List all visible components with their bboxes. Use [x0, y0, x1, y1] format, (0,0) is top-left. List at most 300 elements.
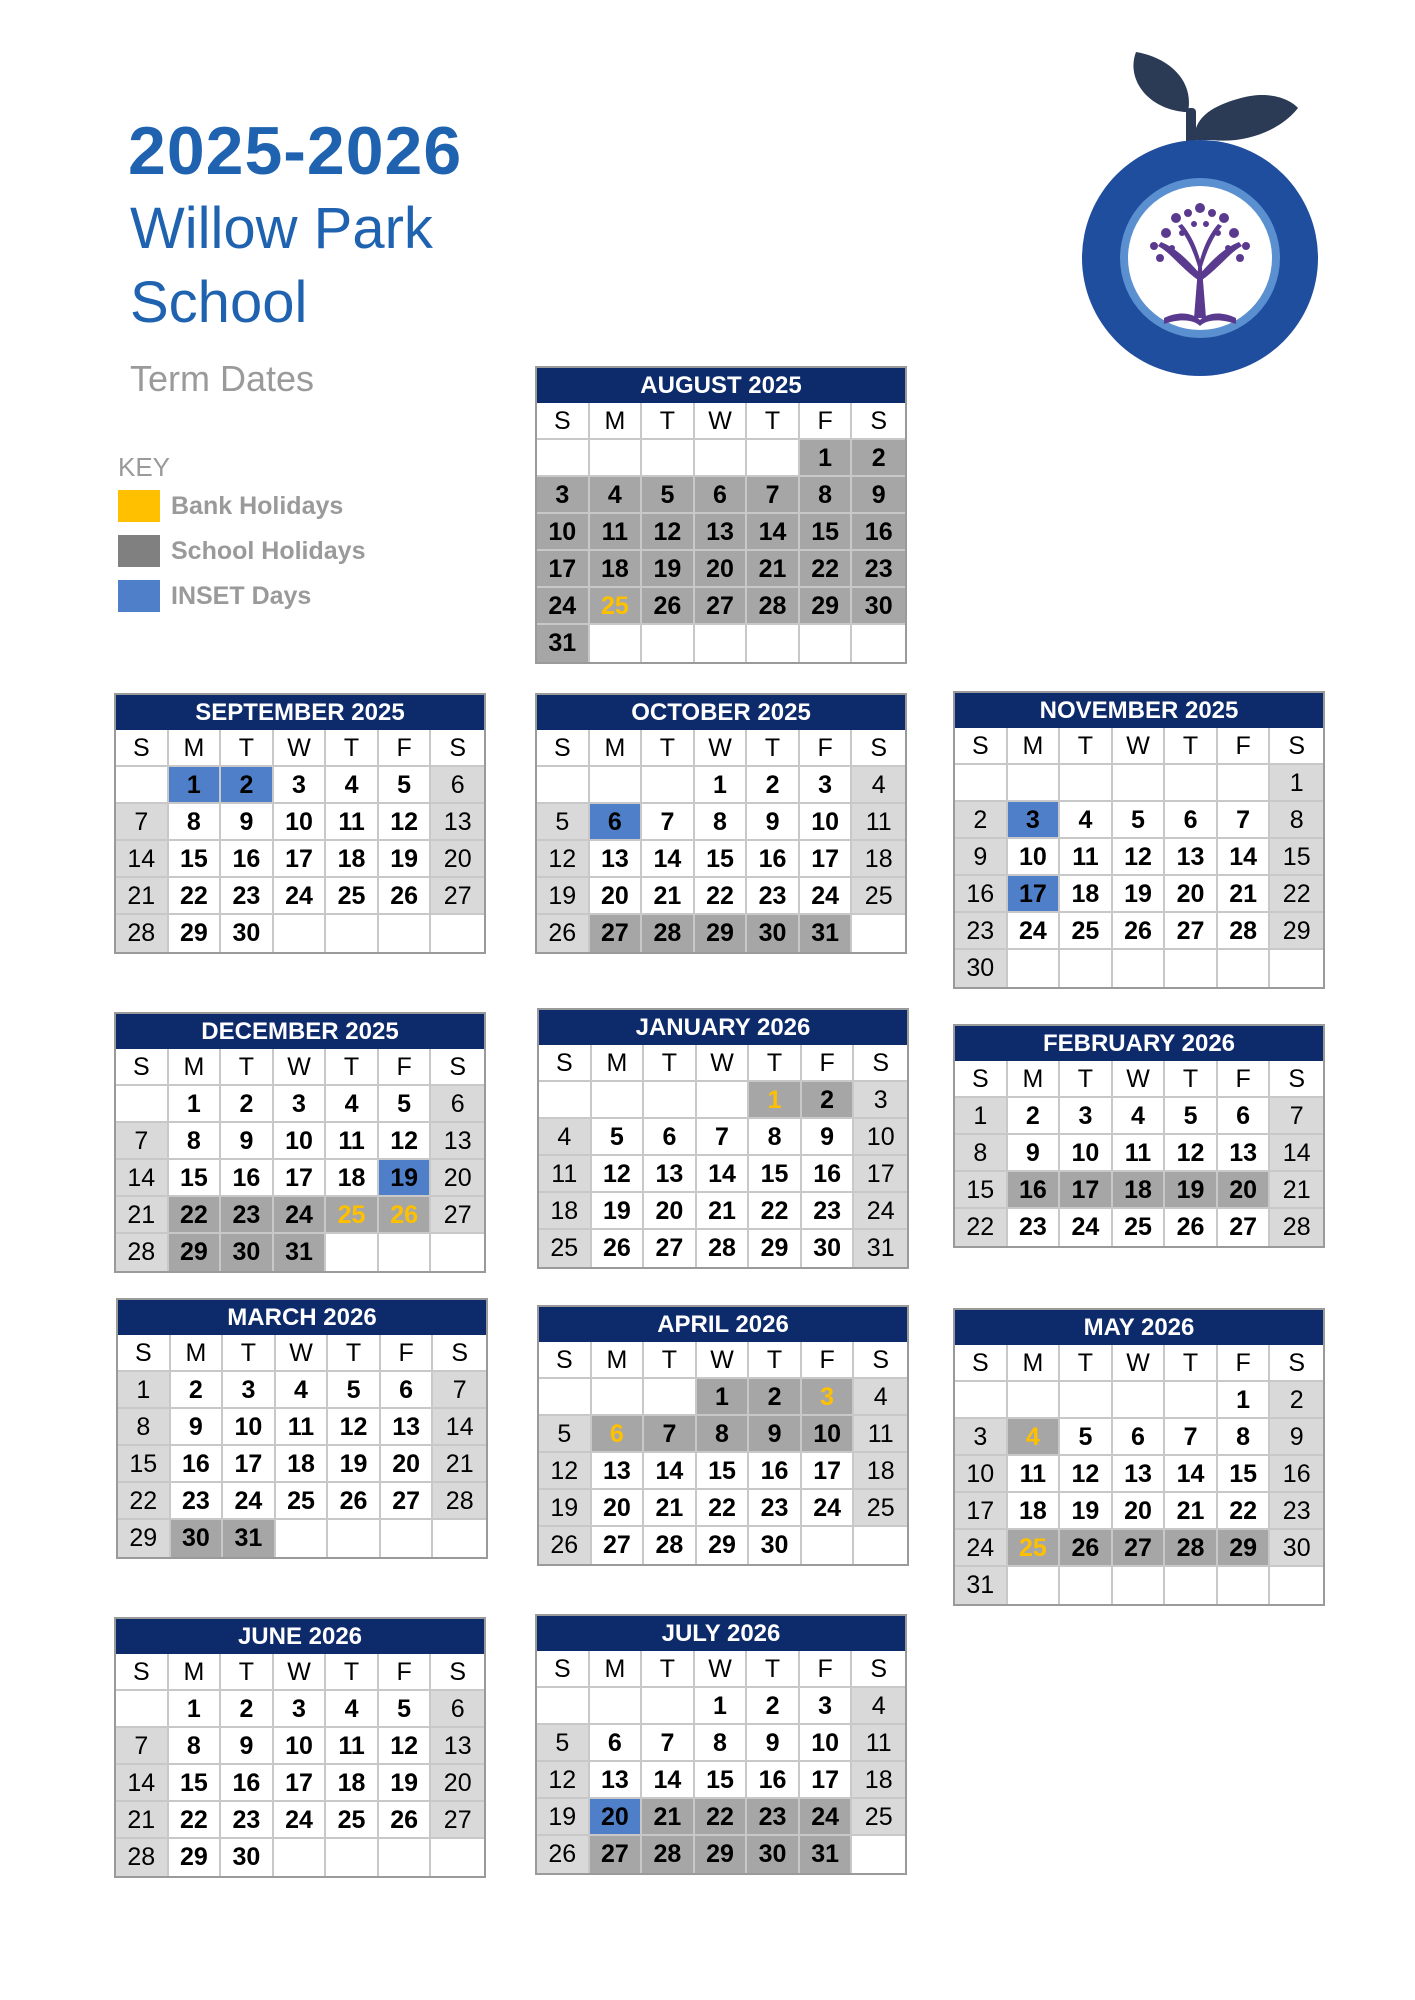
school-name: Willow Park School	[130, 196, 433, 335]
day-cell: 27	[1113, 1530, 1166, 1567]
day-cell: 1	[118, 1372, 171, 1409]
day-cell: 9	[1008, 1135, 1061, 1172]
day-cell: 1	[169, 1086, 222, 1123]
day-cell: 11	[590, 514, 643, 551]
day-cell: 31	[800, 1836, 853, 1873]
month-0	[535, 366, 907, 664]
day-cell: 14	[116, 841, 169, 878]
day-cell: 14	[747, 514, 800, 551]
day-cell: 25	[326, 878, 379, 915]
day-cell: 17	[274, 841, 327, 878]
day-cell: 19	[379, 1765, 432, 1802]
day-cell: 12	[1060, 1456, 1113, 1493]
key-label: Bank Holidays	[171, 492, 344, 520]
month-grid	[537, 403, 905, 662]
day-cell: 7	[116, 1728, 169, 1765]
weekday-header: F	[802, 1342, 855, 1379]
day-cell: 12	[379, 804, 432, 841]
empty-cell	[802, 1527, 855, 1564]
weekday-header: S	[116, 1049, 169, 1086]
day-cell: 31	[537, 625, 590, 662]
empty-cell	[697, 1082, 750, 1119]
day-cell: 13	[644, 1156, 697, 1193]
day-cell: 27	[431, 878, 484, 915]
empty-cell	[1270, 1567, 1323, 1604]
month-grid	[537, 1651, 905, 1873]
weekday-header: W	[274, 730, 327, 767]
day-cell: 9	[221, 1728, 274, 1765]
empty-cell	[642, 440, 695, 477]
day-cell: 14	[642, 841, 695, 878]
weekday-header: M	[592, 1342, 645, 1379]
empty-cell	[590, 1688, 643, 1725]
day-cell: 8	[697, 1416, 750, 1453]
weekday-header: F	[1218, 1061, 1271, 1098]
day-cell: 10	[800, 1725, 853, 1762]
empty-cell	[854, 1527, 907, 1564]
day-cell: 24	[854, 1193, 907, 1230]
day-cell: 22	[695, 1799, 748, 1836]
empty-cell	[1165, 950, 1218, 987]
day-cell: 10	[1060, 1135, 1113, 1172]
key-label: School Holidays	[171, 537, 366, 565]
day-cell: 4	[852, 767, 905, 804]
day-cell: 8	[169, 804, 222, 841]
day-cell: 29	[118, 1520, 171, 1557]
day-cell: 16	[852, 514, 905, 551]
day-cell: 30	[749, 1527, 802, 1564]
day-cell: 31	[274, 1234, 327, 1271]
day-cell: 10	[223, 1409, 276, 1446]
day-cell: 21	[697, 1193, 750, 1230]
day-cell: 5	[379, 767, 432, 804]
day-cell: 24	[537, 588, 590, 625]
day-cell: 19	[1113, 876, 1166, 913]
empty-cell	[955, 765, 1008, 802]
day-cell: 13	[381, 1409, 434, 1446]
key-title: KEY	[118, 452, 171, 482]
day-cell: 29	[800, 588, 853, 625]
weekday-header: S	[854, 1342, 907, 1379]
day-cell: 14	[642, 1762, 695, 1799]
day-cell: 30	[171, 1520, 224, 1557]
day-cell: 6	[592, 1416, 645, 1453]
day-cell: 26	[592, 1230, 645, 1267]
day-cell: 3	[223, 1372, 276, 1409]
day-cell: 26	[537, 1836, 590, 1873]
day-cell: 20	[592, 1490, 645, 1527]
weekday-header: T	[1060, 1345, 1113, 1382]
month-7	[116, 1298, 488, 1559]
day-cell: 22	[169, 1802, 222, 1839]
weekday-header: S	[539, 1045, 592, 1082]
day-cell: 4	[1060, 802, 1113, 839]
day-cell: 19	[592, 1193, 645, 1230]
weekday-header: T	[747, 1651, 800, 1688]
day-cell: 25	[326, 1802, 379, 1839]
day-cell: 24	[1008, 913, 1061, 950]
day-cell: 3	[274, 767, 327, 804]
day-cell: 16	[1270, 1456, 1323, 1493]
day-cell: 23	[749, 1490, 802, 1527]
day-cell: 22	[169, 1197, 222, 1234]
weekday-header: S	[431, 730, 484, 767]
day-cell: 8	[1270, 802, 1323, 839]
month-grid	[118, 1335, 486, 1557]
day-cell: 1	[955, 1098, 1008, 1135]
day-cell: 2	[749, 1379, 802, 1416]
month-grid	[955, 728, 1323, 987]
month-3	[953, 691, 1325, 989]
weekday-header: M	[590, 1651, 643, 1688]
month-header: MARCH 2026	[118, 1300, 486, 1335]
weekday-header: F	[800, 403, 853, 440]
day-cell: 2	[1270, 1382, 1323, 1419]
day-cell: 24	[223, 1483, 276, 1520]
empty-cell	[1008, 950, 1061, 987]
day-cell: 8	[169, 1123, 222, 1160]
weekday-header: T	[642, 403, 695, 440]
month-grid	[116, 1049, 484, 1271]
day-cell: 1	[169, 767, 222, 804]
day-cell: 15	[955, 1172, 1008, 1209]
weekday-header: F	[800, 730, 853, 767]
day-cell: 24	[955, 1530, 1008, 1567]
day-cell: 19	[537, 1799, 590, 1836]
empty-cell	[328, 1520, 381, 1557]
day-cell: 17	[1008, 876, 1061, 913]
weekday-header: F	[1218, 728, 1271, 765]
empty-cell	[1218, 765, 1271, 802]
day-cell: 11	[539, 1156, 592, 1193]
weekday-header: T	[644, 1045, 697, 1082]
day-cell: 26	[1165, 1209, 1218, 1246]
day-cell: 6	[431, 767, 484, 804]
weekday-header: S	[539, 1342, 592, 1379]
day-cell: 9	[955, 839, 1008, 876]
month-grid	[539, 1045, 907, 1267]
day-cell: 1	[1270, 765, 1323, 802]
day-cell: 18	[1008, 1493, 1061, 1530]
day-cell: 4	[1113, 1098, 1166, 1135]
day-cell: 21	[116, 1197, 169, 1234]
empty-cell	[379, 1234, 432, 1271]
day-cell: 21	[433, 1446, 486, 1483]
day-cell: 11	[326, 1728, 379, 1765]
month-6	[953, 1024, 1325, 1248]
day-cell: 30	[221, 1839, 274, 1876]
month-grid	[539, 1342, 907, 1564]
day-cell: 28	[116, 1839, 169, 1876]
day-cell: 12	[1113, 839, 1166, 876]
day-cell: 3	[800, 767, 853, 804]
day-cell: 20	[431, 1160, 484, 1197]
day-cell: 22	[697, 1490, 750, 1527]
day-cell: 4	[539, 1119, 592, 1156]
day-cell: 12	[642, 514, 695, 551]
weekday-header: T	[326, 1654, 379, 1691]
day-cell: 21	[116, 878, 169, 915]
day-cell: 5	[592, 1119, 645, 1156]
day-cell: 15	[695, 841, 748, 878]
day-cell: 27	[1165, 913, 1218, 950]
weekday-header: M	[169, 730, 222, 767]
day-cell: 7	[1218, 802, 1271, 839]
day-cell: 5	[379, 1086, 432, 1123]
weekday-header: M	[171, 1335, 224, 1372]
day-cell: 30	[221, 1234, 274, 1271]
day-cell: 14	[116, 1160, 169, 1197]
weekday-header: S	[537, 730, 590, 767]
empty-cell	[590, 767, 643, 804]
day-cell: 11	[326, 804, 379, 841]
day-cell: 7	[116, 1123, 169, 1160]
day-cell: 6	[431, 1086, 484, 1123]
day-cell: 7	[1270, 1098, 1323, 1135]
day-cell: 19	[328, 1446, 381, 1483]
day-cell: 3	[274, 1691, 327, 1728]
day-cell: 26	[379, 1197, 432, 1234]
day-cell: 10	[537, 514, 590, 551]
empty-cell	[852, 1836, 905, 1873]
empty-cell	[326, 915, 379, 952]
day-cell: 20	[431, 1765, 484, 1802]
day-cell: 9	[747, 1725, 800, 1762]
day-cell: 6	[644, 1119, 697, 1156]
day-cell: 18	[326, 1765, 379, 1802]
day-cell: 26	[642, 588, 695, 625]
day-cell: 3	[800, 1688, 853, 1725]
day-cell: 28	[433, 1483, 486, 1520]
day-cell: 3	[1060, 1098, 1113, 1135]
day-cell: 26	[537, 915, 590, 952]
day-cell: 1	[169, 1691, 222, 1728]
day-cell: 23	[1270, 1493, 1323, 1530]
day-cell: 8	[749, 1119, 802, 1156]
empty-cell	[592, 1082, 645, 1119]
weekday-header: M	[169, 1654, 222, 1691]
day-cell: 18	[539, 1193, 592, 1230]
empty-cell	[381, 1520, 434, 1557]
day-cell: 9	[171, 1409, 224, 1446]
month-4	[114, 1012, 486, 1273]
day-cell: 23	[955, 913, 1008, 950]
day-cell: 1	[695, 767, 748, 804]
day-cell: 8	[118, 1409, 171, 1446]
empty-cell	[642, 1688, 695, 1725]
day-cell: 8	[1218, 1419, 1271, 1456]
weekday-header: T	[221, 730, 274, 767]
day-cell: 16	[747, 841, 800, 878]
day-cell: 25	[852, 1799, 905, 1836]
day-cell: 13	[590, 1762, 643, 1799]
day-cell: 22	[118, 1483, 171, 1520]
day-cell: 24	[800, 878, 853, 915]
day-cell: 11	[854, 1416, 907, 1453]
day-cell: 1	[1218, 1382, 1271, 1419]
day-cell: 27	[431, 1802, 484, 1839]
day-cell: 17	[955, 1493, 1008, 1530]
empty-cell	[1165, 765, 1218, 802]
empty-cell	[116, 1086, 169, 1123]
day-cell: 19	[379, 1160, 432, 1197]
day-cell: 16	[221, 841, 274, 878]
day-cell: 29	[169, 1839, 222, 1876]
day-cell: 23	[171, 1483, 224, 1520]
day-cell: 14	[1270, 1135, 1323, 1172]
day-cell: 16	[747, 1762, 800, 1799]
day-cell: 20	[431, 841, 484, 878]
day-cell: 18	[1060, 876, 1113, 913]
weekday-header: S	[1270, 1345, 1323, 1382]
empty-cell	[1113, 765, 1166, 802]
day-cell: 28	[1270, 1209, 1323, 1246]
empty-cell	[379, 915, 432, 952]
day-cell: 24	[1060, 1209, 1113, 1246]
day-cell: 21	[1165, 1493, 1218, 1530]
empty-cell	[955, 1382, 1008, 1419]
day-cell: 28	[642, 915, 695, 952]
empty-cell	[695, 440, 748, 477]
day-cell: 27	[431, 1197, 484, 1234]
day-cell: 6	[431, 1691, 484, 1728]
empty-cell	[852, 625, 905, 662]
day-cell: 25	[1113, 1209, 1166, 1246]
day-cell: 13	[590, 841, 643, 878]
empty-cell	[274, 1839, 327, 1876]
day-cell: 9	[749, 1416, 802, 1453]
month-header: JULY 2026	[537, 1616, 905, 1651]
weekday-header: W	[695, 730, 748, 767]
day-cell: 13	[1113, 1456, 1166, 1493]
weekday-header: T	[747, 403, 800, 440]
empty-cell	[1060, 1382, 1113, 1419]
day-cell: 6	[1165, 802, 1218, 839]
empty-cell	[852, 915, 905, 952]
day-cell: 22	[749, 1193, 802, 1230]
day-cell: 6	[381, 1372, 434, 1409]
empty-cell	[537, 1688, 590, 1725]
day-cell: 13	[431, 1728, 484, 1765]
day-cell: 2	[955, 802, 1008, 839]
weekday-header: T	[1165, 1345, 1218, 1382]
weekday-header: S	[1270, 1061, 1323, 1098]
day-cell: 30	[747, 1836, 800, 1873]
day-cell: 18	[590, 551, 643, 588]
weekday-header: F	[800, 1651, 853, 1688]
day-cell: 21	[1270, 1172, 1323, 1209]
day-cell: 5	[642, 477, 695, 514]
day-cell: 13	[1165, 839, 1218, 876]
day-cell: 1	[697, 1379, 750, 1416]
weekday-header: F	[379, 1049, 432, 1086]
day-cell: 31	[854, 1230, 907, 1267]
weekday-header: S	[955, 1061, 1008, 1098]
day-cell: 1	[800, 440, 853, 477]
month-grid	[955, 1061, 1323, 1246]
weekday-header: F	[379, 730, 432, 767]
weekday-header: W	[697, 1342, 750, 1379]
day-cell: 28	[644, 1527, 697, 1564]
day-cell: 12	[592, 1156, 645, 1193]
weekday-header: W	[274, 1049, 327, 1086]
day-cell: 29	[697, 1527, 750, 1564]
weekday-header: W	[276, 1335, 329, 1372]
empty-cell	[326, 1234, 379, 1271]
day-cell: 7	[747, 477, 800, 514]
apple-tree-logo-icon	[1076, 48, 1326, 378]
day-cell: 29	[169, 915, 222, 952]
day-cell: 19	[539, 1490, 592, 1527]
day-cell: 22	[695, 878, 748, 915]
day-cell: 21	[642, 1799, 695, 1836]
weekday-header: T	[642, 1651, 695, 1688]
month-header: DECEMBER 2025	[116, 1014, 484, 1049]
day-cell: 25	[1008, 1530, 1061, 1567]
key-label: INSET Days	[171, 582, 312, 610]
day-cell: 17	[1060, 1172, 1113, 1209]
day-cell: 25	[854, 1490, 907, 1527]
day-cell: 5	[328, 1372, 381, 1409]
month-grid	[537, 730, 905, 952]
day-cell: 25	[852, 878, 905, 915]
day-cell: 13	[695, 514, 748, 551]
day-cell: 30	[852, 588, 905, 625]
day-cell: 27	[590, 915, 643, 952]
weekday-header: S	[537, 403, 590, 440]
weekday-header: M	[1008, 728, 1061, 765]
day-cell: 1	[695, 1688, 748, 1725]
day-cell: 22	[1218, 1493, 1271, 1530]
day-cell: 25	[539, 1230, 592, 1267]
day-cell: 18	[854, 1453, 907, 1490]
month-8	[537, 1305, 909, 1566]
day-cell: 11	[326, 1123, 379, 1160]
day-cell: 18	[326, 841, 379, 878]
empty-cell	[800, 625, 853, 662]
weekday-header: S	[116, 1654, 169, 1691]
weekday-header: T	[326, 1049, 379, 1086]
weekday-header: W	[697, 1045, 750, 1082]
day-cell: 5	[537, 1725, 590, 1762]
day-cell: 3	[274, 1086, 327, 1123]
day-cell: 2	[1008, 1098, 1061, 1135]
month-header: SEPTEMBER 2025	[116, 695, 484, 730]
day-cell: 5	[537, 804, 590, 841]
month-header: JANUARY 2026	[539, 1010, 907, 1045]
day-cell: 10	[274, 1728, 327, 1765]
calendar-year-title: 2025-2026	[128, 113, 463, 189]
day-cell: 20	[695, 551, 748, 588]
month-11	[535, 1614, 907, 1875]
weekday-header: T	[642, 730, 695, 767]
day-cell: 18	[852, 1762, 905, 1799]
weekday-header: T	[747, 730, 800, 767]
day-cell: 2	[221, 1086, 274, 1123]
day-cell: 7	[642, 804, 695, 841]
day-cell: 17	[802, 1453, 855, 1490]
weekday-header: S	[433, 1335, 486, 1372]
weekday-header: S	[955, 728, 1008, 765]
day-cell: 2	[221, 1691, 274, 1728]
weekday-header: W	[1113, 1061, 1166, 1098]
empty-cell	[695, 625, 748, 662]
bank-holiday-swatch	[118, 490, 160, 522]
day-cell: 12	[328, 1409, 381, 1446]
month-grid	[116, 730, 484, 952]
weekday-header: M	[592, 1045, 645, 1082]
day-cell: 21	[116, 1802, 169, 1839]
